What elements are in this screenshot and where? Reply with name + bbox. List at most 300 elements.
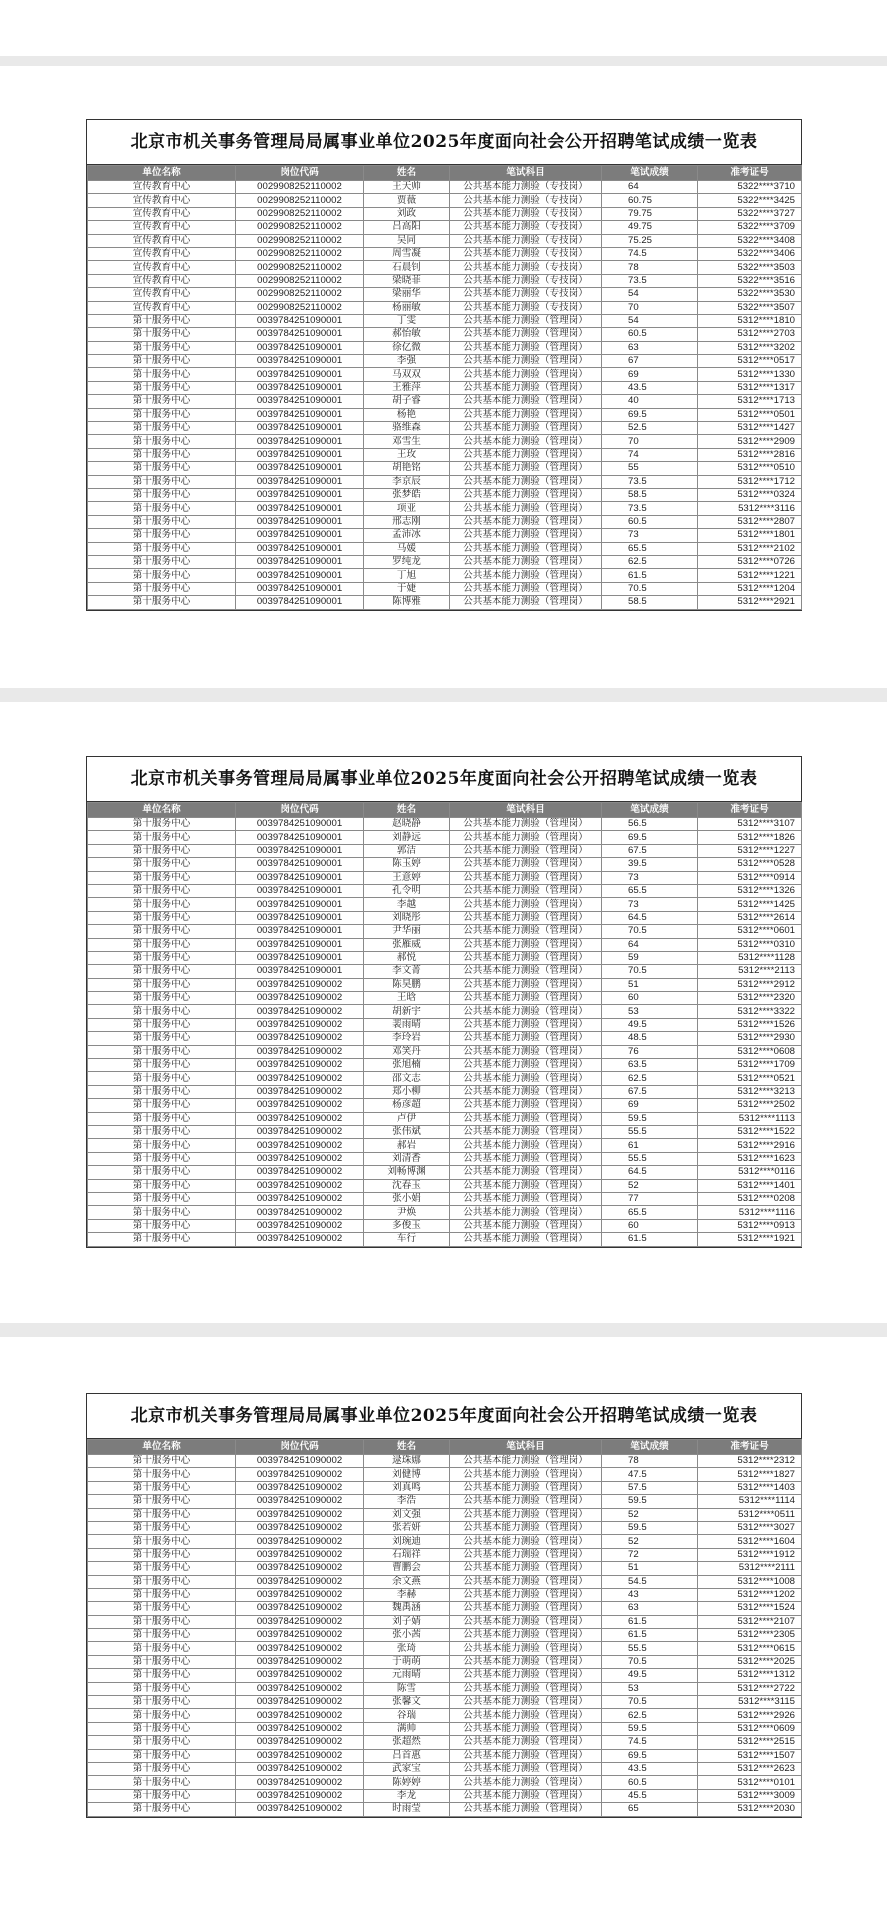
unit-name-cell: 第十服务中心 xyxy=(88,1602,236,1615)
exam-number-cell: 5312****3027 xyxy=(698,1521,802,1534)
score-cell: 58.5 xyxy=(602,488,698,501)
name-cell: 孔令明 xyxy=(364,884,450,897)
table-row xyxy=(88,1152,802,1165)
score-cell: 70.5 xyxy=(602,965,698,978)
name-cell: 杨艳 xyxy=(364,408,450,421)
name-cell: 郝岩 xyxy=(364,1139,450,1152)
score-cell: 54 xyxy=(602,288,698,301)
table-row xyxy=(88,1112,802,1125)
table-row xyxy=(88,181,802,194)
score-cell: 49.75 xyxy=(602,221,698,234)
score-cell: 74.5 xyxy=(602,247,698,260)
exam-number-cell: 5312****0726 xyxy=(698,555,802,568)
unit-name-cell: 宣传教育中心 xyxy=(88,274,236,287)
score-cell: 76 xyxy=(602,1045,698,1058)
exam-number-cell: 5312****1113 xyxy=(698,1112,802,1125)
table-row xyxy=(88,502,802,515)
score-cell: 73 xyxy=(602,529,698,542)
table-row xyxy=(88,1669,802,1682)
name-cell: 张超然 xyxy=(364,1736,450,1749)
post-code-cell: 0039784251090002 xyxy=(236,1166,364,1179)
unit-name-cell: 第十服务中心 xyxy=(88,1535,236,1548)
name-cell: 孟沛冰 xyxy=(364,529,450,542)
subject-cell: 公共基本能力测验（管理岗） xyxy=(450,529,602,542)
table-row xyxy=(88,1762,802,1775)
post-code-cell: 0029908252110002 xyxy=(236,247,364,260)
exam-number-cell: 5312****2320 xyxy=(698,992,802,1005)
score-cell: 60.5 xyxy=(602,328,698,341)
page-strip-top xyxy=(0,0,887,56)
exam-number-cell: 5312****0116 xyxy=(698,1166,802,1179)
exam-number-cell: 5312****0914 xyxy=(698,871,802,884)
unit-name-cell: 第十服务中心 xyxy=(88,1521,236,1534)
exam-number-cell: 5312****1403 xyxy=(698,1481,802,1494)
exam-number-cell: 5312****1008 xyxy=(698,1575,802,1588)
name-cell: 张琦 xyxy=(364,1642,450,1655)
unit-name-cell: 第十服务中心 xyxy=(88,1709,236,1722)
unit-name-cell: 第十服务中心 xyxy=(88,1455,236,1468)
post-code-cell: 0029908252110002 xyxy=(236,194,364,207)
subject-cell: 公共基本能力测验（管理岗） xyxy=(450,844,602,857)
header-subject: 笔试科目 xyxy=(450,166,602,181)
subject-cell: 公共基本能力测验（管理岗） xyxy=(450,1005,602,1018)
table-row xyxy=(88,992,802,1005)
unit-name-cell: 第十服务中心 xyxy=(88,395,236,408)
post-code-cell: 0029908252110002 xyxy=(236,207,364,220)
subject-cell: 公共基本能力测验（管理岗） xyxy=(450,1722,602,1735)
post-code-cell: 0039784251090002 xyxy=(236,1125,364,1138)
unit-name-cell: 第十服务中心 xyxy=(88,1696,236,1709)
header-name: 姓名 xyxy=(364,166,450,181)
name-cell: 刘畅博渊 xyxy=(364,1166,450,1179)
unit-name-cell: 第十服务中心 xyxy=(88,965,236,978)
post-code-cell: 0029908252110002 xyxy=(236,288,364,301)
table-row xyxy=(88,1535,802,1548)
table-header-row xyxy=(88,166,802,181)
name-cell: 张小娟 xyxy=(364,1192,450,1205)
header-name: 姓名 xyxy=(364,1440,450,1455)
unit-name-cell: 第十服务中心 xyxy=(88,555,236,568)
unit-name-cell: 第十服务中心 xyxy=(88,1722,236,1735)
subject-cell: 公共基本能力测验（管理岗） xyxy=(450,1562,602,1575)
exam-number-cell: 5312****2703 xyxy=(698,328,802,341)
subject-cell: 公共基本能力测验（管理岗） xyxy=(450,1032,602,1045)
subject-cell: 公共基本能力测验（管理岗） xyxy=(450,1166,602,1179)
post-code-cell: 0039784251090001 xyxy=(236,818,364,831)
unit-name-cell: 第十服务中心 xyxy=(88,1642,236,1655)
score-cell: 73 xyxy=(602,898,698,911)
score-cell: 79.75 xyxy=(602,207,698,220)
post-code-cell: 0039784251090001 xyxy=(236,435,364,448)
score-cell: 39.5 xyxy=(602,858,698,871)
score-cell: 40 xyxy=(602,395,698,408)
subject-cell: 公共基本能力测验（管理岗） xyxy=(450,1776,602,1789)
post-code-cell: 0039784251090001 xyxy=(236,515,364,528)
header-exam-number: 准考证号 xyxy=(698,166,802,181)
unit-name-cell: 第十服务中心 xyxy=(88,328,236,341)
unit-name-cell: 第十服务中心 xyxy=(88,844,236,857)
name-cell: 刘健博 xyxy=(364,1468,450,1481)
subject-cell: 公共基本能力测验（专技岗） xyxy=(450,207,602,220)
table-row xyxy=(88,381,802,394)
unit-name-cell: 第十服务中心 xyxy=(88,1099,236,1112)
post-code-cell: 0039784251090001 xyxy=(236,844,364,857)
table-row xyxy=(88,488,802,501)
table-row xyxy=(88,1125,802,1138)
post-code-cell: 0039784251090001 xyxy=(236,938,364,951)
name-cell: 车行 xyxy=(364,1233,450,1246)
subject-cell: 公共基本能力测验（管理岗） xyxy=(450,1749,602,1762)
exam-number-cell: 5312****1330 xyxy=(698,368,802,381)
table-row xyxy=(88,355,802,368)
name-cell: 余文燕 xyxy=(364,1575,450,1588)
subject-cell: 公共基本能力测验（管理岗） xyxy=(450,502,602,515)
table-row xyxy=(88,301,802,314)
post-code-cell: 0039784251090002 xyxy=(236,1548,364,1561)
score-cell: 62.5 xyxy=(602,555,698,568)
table-row xyxy=(88,898,802,911)
table-row xyxy=(88,247,802,260)
post-code-cell: 0039784251090002 xyxy=(236,1803,364,1816)
score-cell: 63 xyxy=(602,341,698,354)
score-cell: 53 xyxy=(602,1005,698,1018)
exam-number-cell: 5312****1826 xyxy=(698,831,802,844)
name-cell: 吕首惠 xyxy=(364,1749,450,1762)
post-code-cell: 0039784251090002 xyxy=(236,1219,364,1232)
exam-number-cell: 5312****1317 xyxy=(698,381,802,394)
score-cell: 69 xyxy=(602,368,698,381)
document-title: 北京市机关事务管理局局属事业单位2025年度面向社会公开招聘笔试成绩一览表 xyxy=(87,120,801,165)
name-cell: 王天帅 xyxy=(364,181,450,194)
header-post-code: 岗位代码 xyxy=(236,1440,364,1455)
subject-cell: 公共基本能力测验（管理岗） xyxy=(450,582,602,595)
post-code-cell: 0039784251090001 xyxy=(236,502,364,515)
exam-number-cell: 5312****0310 xyxy=(698,938,802,951)
subject-cell: 公共基本能力测验（管理岗） xyxy=(450,831,602,844)
name-cell: 吕高阳 xyxy=(364,221,450,234)
exam-number-cell: 5312****0615 xyxy=(698,1642,802,1655)
table-row xyxy=(88,408,802,421)
unit-name-cell: 第十服务中心 xyxy=(88,582,236,595)
post-code-cell: 0029908252110002 xyxy=(236,234,364,247)
name-cell: 杨丽敏 xyxy=(364,301,450,314)
score-cell: 78 xyxy=(602,261,698,274)
score-cell: 69.5 xyxy=(602,1749,698,1762)
subject-cell: 公共基本能力测验（管理岗） xyxy=(450,515,602,528)
subject-cell: 公共基本能力测验（管理岗） xyxy=(450,1629,602,1642)
unit-name-cell: 第十服务中心 xyxy=(88,1468,236,1481)
unit-name-cell: 第十服务中心 xyxy=(88,529,236,542)
header-name: 姓名 xyxy=(364,803,450,818)
unit-name-cell: 第十服务中心 xyxy=(88,1072,236,1085)
name-cell: 魏禹涵 xyxy=(364,1602,450,1615)
table-row xyxy=(88,1655,802,1668)
table-row xyxy=(88,288,802,301)
post-code-cell: 0039784251090001 xyxy=(236,314,364,327)
score-cell: 55.5 xyxy=(602,1125,698,1138)
name-cell: 李越 xyxy=(364,898,450,911)
unit-name-cell: 第十服务中心 xyxy=(88,1495,236,1508)
exam-number-cell: 5312****1221 xyxy=(698,569,802,582)
subject-cell: 公共基本能力测验（管理岗） xyxy=(450,1455,602,1468)
post-code-cell: 0039784251090001 xyxy=(236,475,364,488)
subject-cell: 公共基本能力测验（管理岗） xyxy=(450,1139,602,1152)
unit-name-cell: 第十服务中心 xyxy=(88,1018,236,1031)
unit-name-cell: 第十服务中心 xyxy=(88,911,236,924)
name-cell: 邵文志 xyxy=(364,1072,450,1085)
subject-cell: 公共基本能力测验（管理岗） xyxy=(450,1192,602,1205)
score-cell: 48.5 xyxy=(602,1032,698,1045)
exam-number-cell: 5312****2312 xyxy=(698,1455,802,1468)
table-row xyxy=(88,221,802,234)
table-row xyxy=(88,515,802,528)
subject-cell: 公共基本能力测验（管理岗） xyxy=(450,1682,602,1695)
post-code-cell: 0039784251090002 xyxy=(236,1455,364,1468)
subject-cell: 公共基本能力测验（管理岗） xyxy=(450,1588,602,1601)
score-cell: 57.5 xyxy=(602,1481,698,1494)
name-cell: 裴雨晴 xyxy=(364,1018,450,1031)
post-code-cell: 0039784251090002 xyxy=(236,1152,364,1165)
score-cell: 64.5 xyxy=(602,911,698,924)
name-cell: 于萌萌 xyxy=(364,1655,450,1668)
exam-number-cell: 5312****1116 xyxy=(698,1206,802,1219)
score-cell: 70 xyxy=(602,301,698,314)
post-code-cell: 0039784251090002 xyxy=(236,1629,364,1642)
exam-number-cell: 5312****3213 xyxy=(698,1085,802,1098)
subject-cell: 公共基本能力测验（管理岗） xyxy=(450,884,602,897)
subject-cell: 公共基本能力测验（管理岗） xyxy=(450,858,602,871)
score-cell: 55 xyxy=(602,462,698,475)
post-code-cell: 0039784251090002 xyxy=(236,1099,364,1112)
exam-number-cell: 5312****1912 xyxy=(698,1548,802,1561)
unit-name-cell: 第十服务中心 xyxy=(88,1575,236,1588)
table-row xyxy=(88,542,802,555)
score-cell: 69.5 xyxy=(602,408,698,421)
table-row xyxy=(88,951,802,964)
exam-number-cell: 5312****2926 xyxy=(698,1709,802,1722)
post-code-cell: 0039784251090002 xyxy=(236,1072,364,1085)
score-cell: 51 xyxy=(602,1562,698,1575)
exam-number-cell: 5312****1604 xyxy=(698,1535,802,1548)
unit-name-cell: 第十服务中心 xyxy=(88,951,236,964)
subject-cell: 公共基本能力测验（专技岗） xyxy=(450,261,602,274)
exam-number-cell: 5312****2816 xyxy=(698,448,802,461)
table-row xyxy=(88,1575,802,1588)
post-code-cell: 0039784251090001 xyxy=(236,488,364,501)
post-code-cell: 0039784251090002 xyxy=(236,1045,364,1058)
post-code-cell: 0039784251090002 xyxy=(236,1669,364,1682)
score-cell: 73.5 xyxy=(602,475,698,488)
score-table-page-3 xyxy=(86,1393,802,1818)
subject-cell: 公共基本能力测验（管理岗） xyxy=(450,1669,602,1682)
post-code-cell: 0039784251090001 xyxy=(236,529,364,542)
unit-name-cell: 第十服务中心 xyxy=(88,1736,236,1749)
score-cell: 62.5 xyxy=(602,1072,698,1085)
post-code-cell: 0039784251090002 xyxy=(236,1192,364,1205)
subject-cell: 公共基本能力测验（管理岗） xyxy=(450,596,602,609)
post-code-cell: 0039784251090001 xyxy=(236,555,364,568)
unit-name-cell: 第十服务中心 xyxy=(88,314,236,327)
header-score: 笔试成绩 xyxy=(602,166,698,181)
subject-cell: 公共基本能力测验（管理岗） xyxy=(450,1655,602,1668)
post-code-cell: 0039784251090001 xyxy=(236,448,364,461)
exam-number-cell: 5312****3322 xyxy=(698,1005,802,1018)
unit-name-cell: 第十服务中心 xyxy=(88,884,236,897)
document-title: 北京市机关事务管理局局属事业单位2025年度面向社会公开招聘笔试成绩一览表 xyxy=(87,757,801,802)
table-row xyxy=(88,328,802,341)
table-row xyxy=(88,1709,802,1722)
exam-number-cell: 5322****3507 xyxy=(698,301,802,314)
unit-name-cell: 第十服务中心 xyxy=(88,858,236,871)
score-cell: 59.5 xyxy=(602,1722,698,1735)
score-cell: 72 xyxy=(602,1548,698,1561)
score-cell: 61.5 xyxy=(602,1233,698,1246)
score-cell: 65 xyxy=(602,1803,698,1816)
exam-number-cell: 5312****0913 xyxy=(698,1219,802,1232)
score-cell: 60.5 xyxy=(602,1776,698,1789)
name-cell: 陈博雅 xyxy=(364,596,450,609)
post-code-cell: 0039784251090001 xyxy=(236,355,364,368)
name-cell: 曹鹏会 xyxy=(364,1562,450,1575)
exam-number-cell: 5312****1326 xyxy=(698,884,802,897)
exam-number-cell: 5312****2515 xyxy=(698,1736,802,1749)
name-cell: 郭洁 xyxy=(364,844,450,857)
score-cell: 62.5 xyxy=(602,1709,698,1722)
exam-number-cell: 5312****3115 xyxy=(698,1696,802,1709)
exam-number-cell: 5322****3425 xyxy=(698,194,802,207)
table-row xyxy=(88,274,802,287)
post-code-cell: 0039784251090002 xyxy=(236,1722,364,1735)
post-code-cell: 0039784251090001 xyxy=(236,596,364,609)
name-cell: 李文菁 xyxy=(364,965,450,978)
name-cell: 王雅萍 xyxy=(364,381,450,394)
table-row xyxy=(88,978,802,991)
score-cell: 65.5 xyxy=(602,542,698,555)
name-cell: 王晗 xyxy=(364,992,450,1005)
table-row xyxy=(88,1045,802,1058)
subject-cell: 公共基本能力测验（管理岗） xyxy=(450,1152,602,1165)
subject-cell: 公共基本能力测验（管理岗） xyxy=(450,1709,602,1722)
name-cell: 李浩 xyxy=(364,1495,450,1508)
score-cell: 61.5 xyxy=(602,1629,698,1642)
subject-cell: 公共基本能力测验（专技岗） xyxy=(450,288,602,301)
subject-cell: 公共基本能力测验（管理岗） xyxy=(450,992,602,1005)
subject-cell: 公共基本能力测验（管理岗） xyxy=(450,1481,602,1494)
exam-number-cell: 5312****0324 xyxy=(698,488,802,501)
unit-name-cell: 宣传教育中心 xyxy=(88,207,236,220)
score-cell: 43.5 xyxy=(602,1762,698,1775)
unit-name-cell: 第十服务中心 xyxy=(88,1749,236,1762)
name-cell: 沈春玉 xyxy=(364,1179,450,1192)
name-cell: 吴同 xyxy=(364,234,450,247)
name-cell: 马双双 xyxy=(364,368,450,381)
unit-name-cell: 第十服务中心 xyxy=(88,1588,236,1601)
exam-number-cell: 5322****3727 xyxy=(698,207,802,220)
score-cell: 78 xyxy=(602,1455,698,1468)
unit-name-cell: 第十服务中心 xyxy=(88,1615,236,1628)
subject-cell: 公共基本能力测验（管理岗） xyxy=(450,1072,602,1085)
subject-cell: 公共基本能力测验（管理岗） xyxy=(450,1085,602,1098)
name-cell: 张梦皓 xyxy=(364,488,450,501)
score-cell: 61.5 xyxy=(602,569,698,582)
table-row xyxy=(88,1521,802,1534)
post-code-cell: 0039784251090002 xyxy=(236,1749,364,1762)
unit-name-cell: 第十服务中心 xyxy=(88,1032,236,1045)
score-cell: 53 xyxy=(602,1682,698,1695)
subject-cell: 公共基本能力测验（管理岗） xyxy=(450,314,602,327)
unit-name-cell: 宣传教育中心 xyxy=(88,194,236,207)
table-row xyxy=(88,529,802,542)
unit-name-cell: 第十服务中心 xyxy=(88,1762,236,1775)
table-row xyxy=(88,1803,802,1816)
table-row xyxy=(88,1166,802,1179)
unit-name-cell: 第十服务中心 xyxy=(88,462,236,475)
exam-number-cell: 5312****2921 xyxy=(698,596,802,609)
table-row xyxy=(88,1682,802,1695)
post-code-cell: 0039784251090002 xyxy=(236,1206,364,1219)
exam-number-cell: 5312****3009 xyxy=(698,1789,802,1802)
name-cell: 武家宝 xyxy=(364,1762,450,1775)
post-code-cell: 0039784251090002 xyxy=(236,1468,364,1481)
exam-number-cell: 5312****1526 xyxy=(698,1018,802,1031)
exam-number-cell: 5312****2305 xyxy=(698,1629,802,1642)
score-cell: 55.5 xyxy=(602,1642,698,1655)
post-code-cell: 0039784251090002 xyxy=(236,1233,364,1246)
exam-number-cell: 5312****2111 xyxy=(698,1562,802,1575)
score-cell: 60 xyxy=(602,1219,698,1232)
unit-name-cell: 第十服务中心 xyxy=(88,488,236,501)
unit-name-cell: 第十服务中心 xyxy=(88,1085,236,1098)
unit-name-cell: 第十服务中心 xyxy=(88,1481,236,1494)
header-exam-number: 准考证号 xyxy=(698,803,802,818)
unit-name-cell: 第十服务中心 xyxy=(88,502,236,515)
table-row xyxy=(88,1776,802,1789)
unit-name-cell: 第十服务中心 xyxy=(88,1655,236,1668)
subject-cell: 公共基本能力测验（管理岗） xyxy=(450,1508,602,1521)
table-row xyxy=(88,1481,802,1494)
unit-name-cell: 第十服务中心 xyxy=(88,1776,236,1789)
score-cell: 59 xyxy=(602,951,698,964)
unit-name-cell: 第十服务中心 xyxy=(88,1682,236,1695)
exam-number-cell: 5312****2025 xyxy=(698,1655,802,1668)
table-row xyxy=(88,925,802,938)
score-table-page-1 xyxy=(86,119,802,611)
unit-name-cell: 第十服务中心 xyxy=(88,475,236,488)
exam-number-cell: 5312****2909 xyxy=(698,435,802,448)
unit-name-cell: 宣传教育中心 xyxy=(88,221,236,234)
post-code-cell: 0039784251090002 xyxy=(236,1562,364,1575)
score-cell: 58.5 xyxy=(602,596,698,609)
post-code-cell: 0039784251090002 xyxy=(236,1789,364,1802)
unit-name-cell: 第十服务中心 xyxy=(88,1508,236,1521)
post-code-cell: 0039784251090001 xyxy=(236,569,364,582)
exam-number-cell: 5322****3408 xyxy=(698,234,802,247)
score-cell: 45.5 xyxy=(602,1789,698,1802)
unit-name-cell: 第十服务中心 xyxy=(88,898,236,911)
unit-name-cell: 第十服务中心 xyxy=(88,978,236,991)
subject-cell: 公共基本能力测验（管理岗） xyxy=(450,462,602,475)
exam-number-cell: 5312****1425 xyxy=(698,898,802,911)
table-row xyxy=(88,1722,802,1735)
table-row xyxy=(88,1059,802,1072)
subject-cell: 公共基本能力测验（管理岗） xyxy=(450,1112,602,1125)
table-row xyxy=(88,462,802,475)
score-cell: 65.5 xyxy=(602,884,698,897)
name-cell: 尹焕 xyxy=(364,1206,450,1219)
table-row xyxy=(88,1018,802,1031)
table-row xyxy=(88,1179,802,1192)
unit-name-cell: 第十服务中心 xyxy=(88,1125,236,1138)
